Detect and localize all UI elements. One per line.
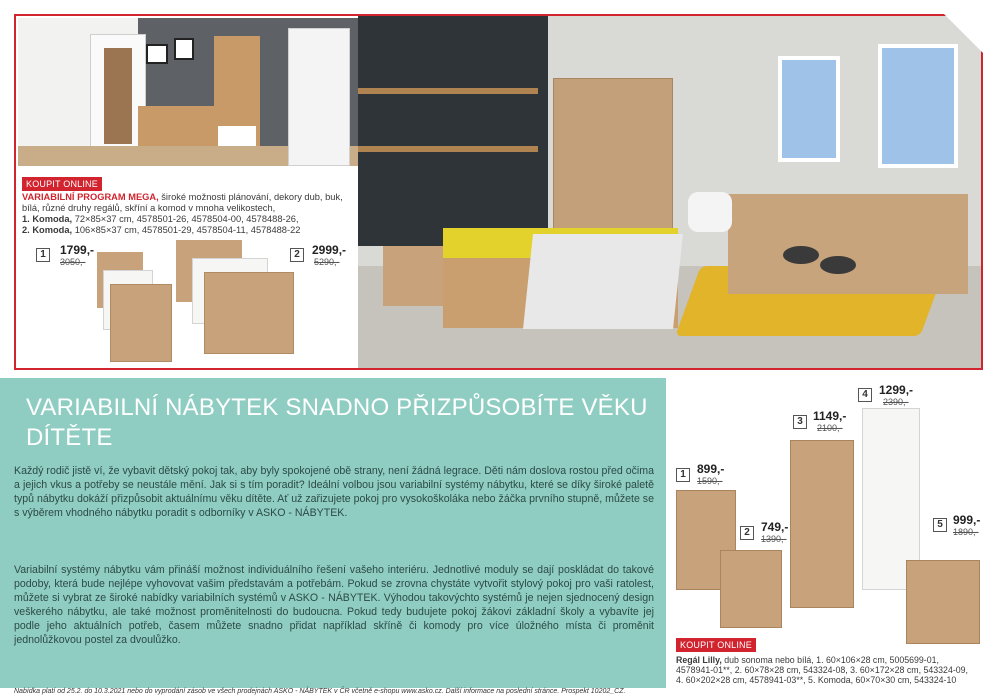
dresser-image (204, 272, 294, 354)
mega-item1-text: 72×85×37 cm, 4578501-26, 4578504-00, 4578488-26, (72, 214, 299, 224)
buy-online-badge[interactable]: KOUPIT ONLINE (676, 638, 756, 652)
article-paragraph: Každý rodič jistě ví, že vybavit dětský pokoj tak, aby byly spokojené obě strany, není žádná legrace. Děti nám doslova rostou před očima a jejich vkus a potřeby se neustále mění. Jak si s tím poradit? Ideální volbou jsou variabilní systémy nábytku, které se díky široké paletě typů nábytku dokáží přizpůsobit aktuálnímu věku dítěte. Ať už zařizujete pokoj pro vysokoškoláka nebo žáčka prvního stupně, můžete se s výběrem vhodného nábytku poradit s odborníky v ASKO - NÁBYTEK. (14, 465, 654, 519)
kids-room-photo (358, 16, 981, 368)
dresser-image (110, 284, 172, 362)
product-old-price: 3050,- (60, 257, 86, 267)
dresser-image (906, 560, 980, 644)
photo-wardrobe (553, 78, 673, 248)
mega-title: VARIABILNÍ PROGRAM MEGA, (22, 192, 159, 202)
shelf-image (790, 440, 854, 608)
page-corner (930, 0, 988, 58)
product-number: 2 (290, 248, 304, 262)
product-price: 899,- (697, 462, 725, 476)
lilly-title: Regál Lilly, (676, 655, 722, 665)
photo-window (878, 44, 958, 168)
photo-wall-shelf (358, 88, 538, 94)
product-price: 2999,- (312, 243, 347, 257)
photo-frame (174, 38, 194, 60)
article-paragraph: Variabilní systémy nábytku vám přináší možnost individuálního řešení vašeho interiéru. Jednotlivé moduly se dají poskládat do takové podoby, která bude nejlépe vyhovovat vašim představám a potřebám. Pokud se zrovna chystáte vytvořit stylový pokoj pro vaši ratolest, můžete si vybrat ze široké nabídky variabilních systémů v ASKO - NÁBYTEK. Výhodou takovýchto systémů je nejen sjednocený design veškerého nábytku, ale také možnost proměnitelnosti do budoucna. Pokud tedy budujete pokoj žákovi základní školy a vybavíte jej podle jeho aktuálních potřeb, časem můžete snadno přidat například skříně či komody pro více úložného místa či proměnit jednolůžkovou postel za dvoulůžko. (14, 564, 654, 646)
product-old-price: 1390,- (761, 534, 787, 544)
product-old-price: 1890,- (953, 527, 979, 537)
photo-dark-wallpaper (358, 16, 548, 246)
lilly-desc-text: dub sonoma nebo bílá, 1. 60×106×28 cm, 5005699-01, 4578941-01**, 2. 60×78×28 cm, 543324-08, 3. 60×172×28 cm, 543324-09, 4. 60×202×28 cm, 4578941-03**, 5. Komoda, 60×70×30 cm, 543324-10 (676, 655, 968, 686)
photo-window (778, 56, 840, 162)
shelf-image (720, 550, 782, 628)
product-old-price: 2390,- (883, 397, 909, 407)
product-number: 1 (676, 468, 690, 482)
product-price: 1299,- (879, 383, 914, 397)
photo-frame (146, 44, 168, 64)
product-number: 3 (793, 415, 807, 429)
product-price: 1149,- (813, 409, 847, 423)
photo-door (288, 28, 350, 166)
photo-chair (688, 192, 732, 232)
photo-wardrobe-wood (104, 48, 132, 144)
photo-desk (728, 194, 968, 294)
product-old-price: 2100,- (817, 423, 843, 433)
lilly-description (676, 655, 976, 686)
photo-wall-shelf (358, 146, 538, 152)
buy-online-badge[interactable]: KOUPIT ONLINE (22, 177, 102, 191)
article-headline: VARIABILNÍ NÁBYTEK SNADNO PŘIZPŮSOBÍTE VĚKU DÍTĚTE (26, 394, 648, 451)
mega-description (22, 192, 357, 236)
photo-nightstand (383, 246, 443, 306)
product-old-price: 1590,- (697, 476, 723, 486)
product-price: 999,- (953, 513, 981, 527)
photo-stool (820, 256, 856, 274)
mega-room-photo (18, 18, 358, 166)
mega-desc-text: široké možnosti plánování, dekory dub, buk, bílá, různé druhy regálů, skříní a komod v mnoha velikostech, (22, 192, 343, 213)
product-old-price: 5290,- (314, 257, 340, 267)
product-number: 4 (858, 388, 872, 402)
product-price: 749,- (761, 520, 789, 534)
photo-stool (783, 246, 819, 264)
mega-item2-label: 2. Komoda, (22, 225, 73, 235)
photo-blanket (523, 234, 683, 329)
mega-item2-text: 106×85×37 cm, 4578501-29, 4578504-11, 4578488-22 (72, 225, 301, 235)
product-number: 1 (36, 248, 50, 262)
product-number: 2 (740, 526, 754, 540)
mega-item1-label: 1. Komoda, (22, 214, 73, 224)
product-price: 1799,- (60, 243, 95, 257)
footer-note: Nabídka platí od 25.2. do 10.3.2021 nebo do vyprodání zásob ve všech prodejnách ASKO - NÁBYTEK v ČR včetně e-shopu www.asko.cz. Další informace na poslední stránce. Prospekt 10202_CZ. (14, 688, 626, 695)
product-number: 5 (933, 518, 947, 532)
